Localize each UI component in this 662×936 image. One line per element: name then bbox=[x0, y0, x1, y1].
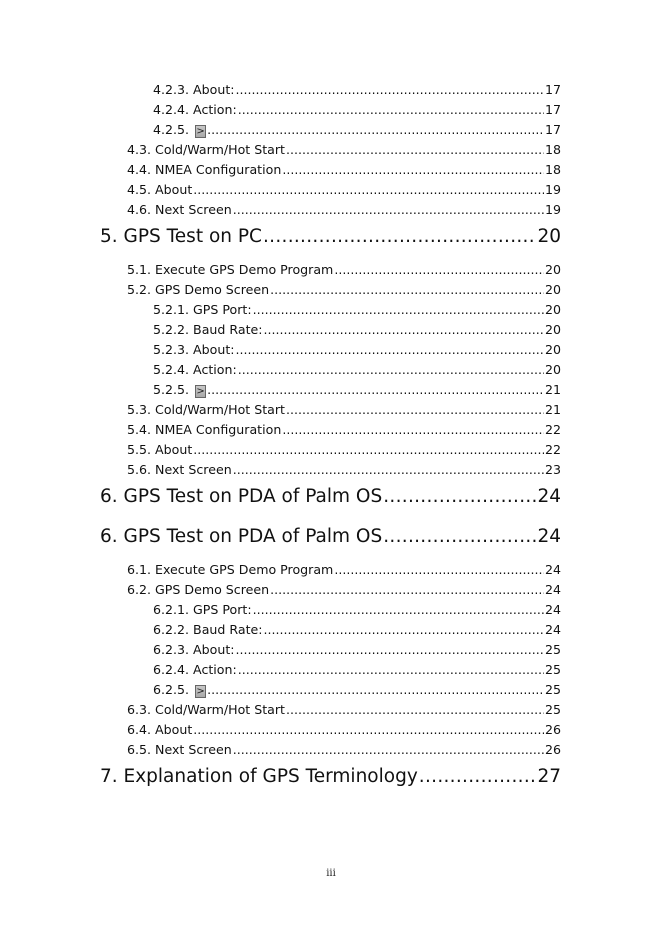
toc-entry-page: 17 bbox=[544, 102, 561, 117]
toc-entry[interactable] bbox=[153, 102, 561, 117]
toc-entry-page: 20 bbox=[544, 262, 561, 277]
toc-entry-label: 4.6. Next Screen bbox=[127, 202, 232, 217]
toc-leader-dots bbox=[233, 202, 544, 217]
toc-entry[interactable] bbox=[153, 622, 561, 637]
toc-entry-page: 23 bbox=[544, 462, 561, 477]
toc-entry-label: 7. Explanation of GPS Terminology bbox=[100, 766, 418, 787]
toc-entry-page: 25 bbox=[544, 702, 561, 717]
toc-entry[interactable] bbox=[153, 682, 561, 698]
toc-entry-page: 24 bbox=[544, 622, 561, 637]
toc-entry[interactable] bbox=[127, 182, 561, 197]
toc-leader-dots bbox=[238, 662, 544, 677]
toc-entry[interactable] bbox=[153, 122, 561, 138]
next-button-icon: > bbox=[196, 686, 205, 697]
toc-entry[interactable] bbox=[127, 562, 561, 577]
toc-entry-label: 5.2.4. Action: bbox=[153, 362, 237, 377]
toc-leader-dots bbox=[286, 402, 544, 417]
toc-entry-label: 6. GPS Test on PDA of Palm OS bbox=[100, 526, 383, 547]
toc-leader-dots bbox=[238, 102, 544, 117]
toc-entry[interactable] bbox=[100, 226, 561, 247]
toc-entry-label: 5.1. Execute GPS Demo Program bbox=[127, 262, 334, 277]
toc-leader-dots bbox=[282, 162, 544, 177]
toc-entry-page: 20 bbox=[544, 362, 561, 377]
toc-entry[interactable] bbox=[153, 602, 561, 617]
toc-entry-page: 19 bbox=[544, 202, 561, 217]
toc-leader-dots bbox=[282, 422, 544, 437]
toc-entry-page: 22 bbox=[544, 422, 561, 437]
toc-leader-dots bbox=[286, 142, 544, 157]
toc-entry-page: 20 bbox=[537, 226, 561, 247]
toc-entry-page: 19 bbox=[544, 182, 561, 197]
toc-leader-dots bbox=[264, 622, 544, 637]
toc-entry-label: 4.5. About bbox=[127, 182, 193, 197]
page-number: iii bbox=[326, 868, 336, 879]
toc-entry-page: 24 bbox=[544, 562, 561, 577]
toc-leader-dots bbox=[207, 682, 544, 697]
toc-entry-label: 5.2.1. GPS Port: bbox=[153, 302, 252, 317]
toc-leader-dots bbox=[383, 526, 536, 547]
toc-entry-label: 4.2.3. About: bbox=[153, 82, 235, 97]
toc-entry[interactable] bbox=[100, 526, 561, 547]
toc-entry-page: 18 bbox=[544, 142, 561, 157]
toc-entry-page: 25 bbox=[544, 642, 561, 657]
toc-entry[interactable] bbox=[127, 742, 561, 757]
toc-leader-dots bbox=[233, 742, 544, 757]
toc-leader-dots bbox=[193, 442, 544, 457]
toc-leader-dots bbox=[236, 342, 544, 357]
toc-leader-dots bbox=[264, 322, 544, 337]
toc-entry-page: 21 bbox=[544, 382, 561, 397]
toc-entry[interactable] bbox=[127, 702, 561, 717]
toc-leader-dots bbox=[419, 766, 537, 787]
toc-entry-page: 17 bbox=[544, 82, 561, 97]
toc-entry-page: 24 bbox=[544, 582, 561, 597]
toc-entry[interactable] bbox=[153, 382, 561, 398]
toc-entry-page: 20 bbox=[544, 342, 561, 357]
toc-entry[interactable] bbox=[127, 162, 561, 177]
toc-entry[interactable] bbox=[127, 142, 561, 157]
toc-leader-dots bbox=[270, 282, 544, 297]
toc-entry[interactable] bbox=[127, 442, 561, 457]
toc-entry[interactable] bbox=[127, 202, 561, 217]
next-button-icon: > bbox=[196, 386, 205, 397]
toc-entry-page: 18 bbox=[544, 162, 561, 177]
toc-entry-label: 6.2. GPS Demo Screen bbox=[127, 582, 270, 597]
toc-entry-label: 5.6. Next Screen bbox=[127, 462, 232, 477]
toc-entry-label: 6.3. Cold/Warm/Hot Start bbox=[127, 702, 285, 717]
toc-entry[interactable] bbox=[127, 462, 561, 477]
toc-leader-dots bbox=[270, 582, 544, 597]
toc-entry-page: 17 bbox=[544, 122, 561, 137]
toc-entry-label: 5.3. Cold/Warm/Hot Start bbox=[127, 402, 285, 417]
toc-entry[interactable] bbox=[153, 302, 561, 317]
toc-entry-label: 4.4. NMEA Configuration bbox=[127, 162, 282, 177]
toc-entry-page: 22 bbox=[544, 442, 561, 457]
toc-entry[interactable] bbox=[153, 322, 561, 337]
toc-leader-dots bbox=[238, 362, 544, 377]
toc-entry[interactable] bbox=[127, 722, 561, 737]
toc-entry[interactable] bbox=[127, 262, 561, 277]
toc-entry[interactable] bbox=[153, 642, 561, 657]
toc-entry-label: 5.2. GPS Demo Screen bbox=[127, 282, 270, 297]
toc-entry-page: 24 bbox=[537, 486, 561, 507]
toc-entry-page: 27 bbox=[537, 766, 561, 787]
toc-entry-label: 6.2.3. About: bbox=[153, 642, 235, 657]
toc-entry-label: 6.1. Execute GPS Demo Program bbox=[127, 562, 334, 577]
toc-entry[interactable] bbox=[153, 662, 561, 677]
toc-entry-page: 25 bbox=[544, 682, 561, 697]
toc-entry-label: 5.2.3. About: bbox=[153, 342, 235, 357]
toc-entry[interactable] bbox=[127, 582, 561, 597]
toc-leader-dots bbox=[207, 122, 544, 137]
toc-entry[interactable] bbox=[100, 766, 561, 787]
toc-entry-label: 5.2.5. bbox=[153, 382, 190, 397]
toc-entry-page: 25 bbox=[544, 662, 561, 677]
toc-entry-label: 6.2.4. Action: bbox=[153, 662, 237, 677]
toc-entry-label: 5.5. About bbox=[127, 442, 193, 457]
toc-leader-dots bbox=[383, 486, 536, 507]
toc-entry-page: 26 bbox=[544, 722, 561, 737]
toc-leader-dots bbox=[334, 262, 544, 277]
toc-leader-dots bbox=[233, 462, 544, 477]
toc-entry-label: 6.4. About bbox=[127, 722, 193, 737]
toc-entry-page: 20 bbox=[544, 302, 561, 317]
toc-leader-dots bbox=[207, 382, 544, 397]
toc-entry-page: 24 bbox=[537, 526, 561, 547]
toc-leader-dots bbox=[253, 302, 544, 317]
toc-entry-page: 20 bbox=[544, 322, 561, 337]
toc-entry-page: 26 bbox=[544, 742, 561, 757]
toc-leader-dots bbox=[193, 182, 544, 197]
toc-entry-label: 5.2.2. Baud Rate: bbox=[153, 322, 263, 337]
toc-leader-dots bbox=[334, 562, 544, 577]
toc-leader-dots bbox=[236, 82, 544, 97]
toc-entry-label: 6. GPS Test on PDA of Palm OS bbox=[100, 486, 383, 507]
toc-entry-page: 20 bbox=[544, 282, 561, 297]
toc-entry[interactable] bbox=[153, 362, 561, 377]
toc-leader-dots bbox=[236, 642, 544, 657]
toc-leader-dots bbox=[253, 602, 544, 617]
toc-entry-label: 6.2.1. GPS Port: bbox=[153, 602, 252, 617]
toc-entry[interactable] bbox=[100, 486, 561, 507]
toc-entry[interactable] bbox=[127, 422, 561, 437]
toc-leader-dots bbox=[286, 702, 544, 717]
toc-entry-label: 5. GPS Test on PC bbox=[100, 226, 262, 247]
next-button-icon: > bbox=[196, 126, 205, 137]
toc-leader-dots bbox=[193, 722, 544, 737]
toc-entry-label: 4.2.5. bbox=[153, 122, 190, 137]
toc-entry[interactable] bbox=[127, 282, 561, 297]
toc-entry[interactable] bbox=[127, 402, 561, 417]
toc-entry-label: 4.2.4. Action: bbox=[153, 102, 237, 117]
toc-entry-label: 5.4. NMEA Configuration bbox=[127, 422, 282, 437]
toc-entry-label: 6.2.2. Baud Rate: bbox=[153, 622, 263, 637]
toc-entry-page: 24 bbox=[544, 602, 561, 617]
toc-entry-label: 6.5. Next Screen bbox=[127, 742, 232, 757]
toc-entry-label: 6.2.5. bbox=[153, 682, 190, 697]
toc-entry[interactable] bbox=[153, 342, 561, 357]
toc-leader-dots bbox=[263, 226, 536, 247]
toc-entry[interactable] bbox=[153, 82, 561, 97]
toc-entry-page: 21 bbox=[544, 402, 561, 417]
toc-entry-label: 4.3. Cold/Warm/Hot Start bbox=[127, 142, 285, 157]
